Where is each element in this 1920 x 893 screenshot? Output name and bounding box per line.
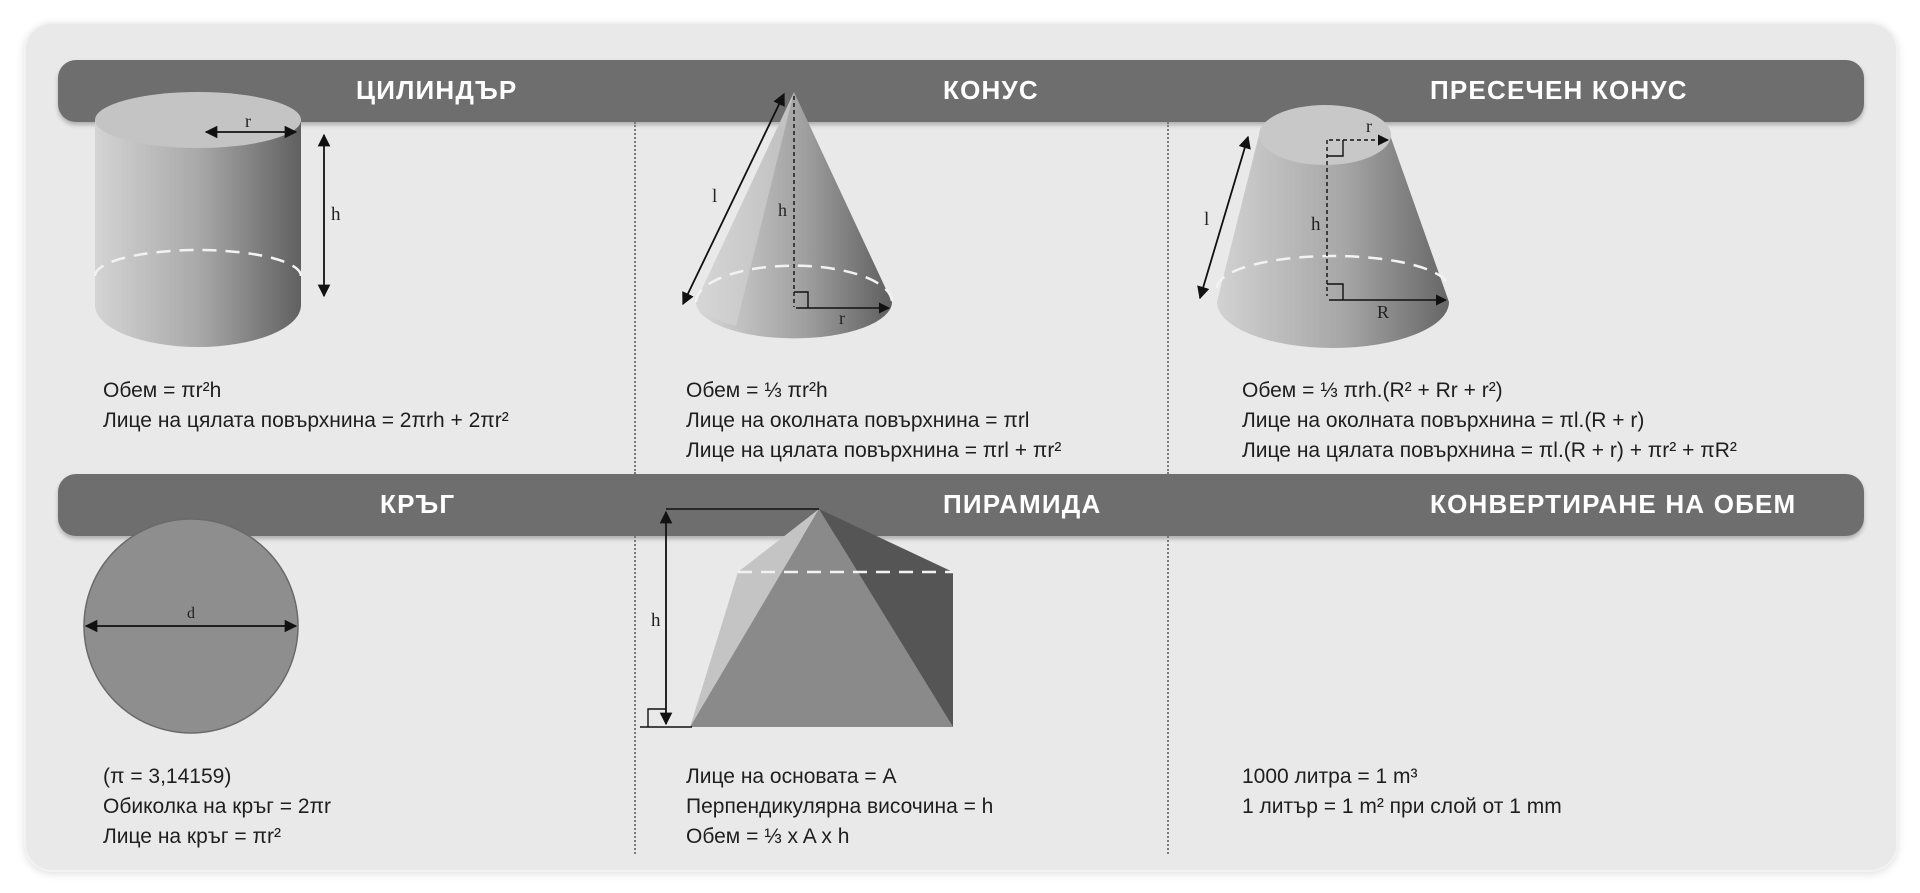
cylinder-title: ЦИЛИНДЪР xyxy=(356,75,518,105)
cone-l-label: l xyxy=(712,186,718,207)
cone-r-label: r xyxy=(839,308,845,328)
formula-line: Обем = ⅓ x A x h xyxy=(686,825,850,848)
formula-line: Лице на цялата повърхнина = πl.(R + r) + πr² + πR² xyxy=(1242,439,1737,462)
circle-formulas xyxy=(103,762,331,852)
frustum-R-label: R xyxy=(1377,302,1390,322)
cone-title: КОНУС xyxy=(943,75,1039,105)
pyramid-formulas xyxy=(686,762,993,852)
circle-d-label: d xyxy=(187,605,195,622)
formula-line: Лице на цялата повърхнина = πrl + πr² xyxy=(686,439,1062,462)
cone-shape xyxy=(683,92,892,338)
formula-line: Лице на околната повърхнина = πl.(R + r) xyxy=(1242,409,1645,432)
cone-h-label: h xyxy=(778,200,787,220)
formula-line: Перпендикулярна височина = h xyxy=(686,795,994,818)
formula-line: Лице на основата = A xyxy=(686,765,897,788)
conversion-title: КОНВЕРТИРАНЕ НА ОБЕМ xyxy=(1430,489,1797,519)
frustum-h-label: h xyxy=(1311,214,1321,235)
formula-line: 1000 литра = 1 m³ xyxy=(1242,765,1418,788)
formula-line: Обем = ⅓ πrh.(R² + Rr + r²) xyxy=(1242,379,1503,402)
pyramid-shape xyxy=(640,509,953,727)
conversion-formulas xyxy=(1242,762,1562,822)
cylinder-h-label: h xyxy=(331,204,341,225)
formula-line: Обиколка на кръг = 2πr xyxy=(103,795,332,818)
cylinder-r-label: r xyxy=(245,111,251,131)
frustum-r-label: r xyxy=(1366,116,1372,136)
formula-line: (π = 3,14159) xyxy=(103,765,232,788)
formula-line: 1 литър = 1 m² при слой от 1 mm xyxy=(1242,795,1562,818)
cylinder-formulas xyxy=(103,376,509,436)
frustum-title: ПРЕСЕЧЕН КОНУС xyxy=(1430,75,1688,105)
formula-line: Обем = πr²h xyxy=(103,379,222,402)
formula-line: Лице на кръг = πr² xyxy=(103,825,281,848)
formula-line: Лице на цялата повърхнина = 2πrh + 2πr² xyxy=(103,409,509,432)
formula-line: Обем = ⅓ πr²h xyxy=(686,379,828,402)
circle-shape xyxy=(84,519,298,733)
cone-formulas xyxy=(686,376,1061,466)
frustum-l-label: l xyxy=(1204,209,1210,230)
pyramid-title: ПИРАМИДА xyxy=(943,489,1102,519)
frustum-formulas xyxy=(1242,376,1737,466)
pyramid-h-label: h xyxy=(651,610,661,631)
frustum-shape xyxy=(1200,105,1449,348)
formula-line: Лице на околната повърхнина = πrl xyxy=(686,409,1030,432)
circle-title: КРЪГ xyxy=(380,489,456,519)
cylinder-shape xyxy=(95,92,324,347)
